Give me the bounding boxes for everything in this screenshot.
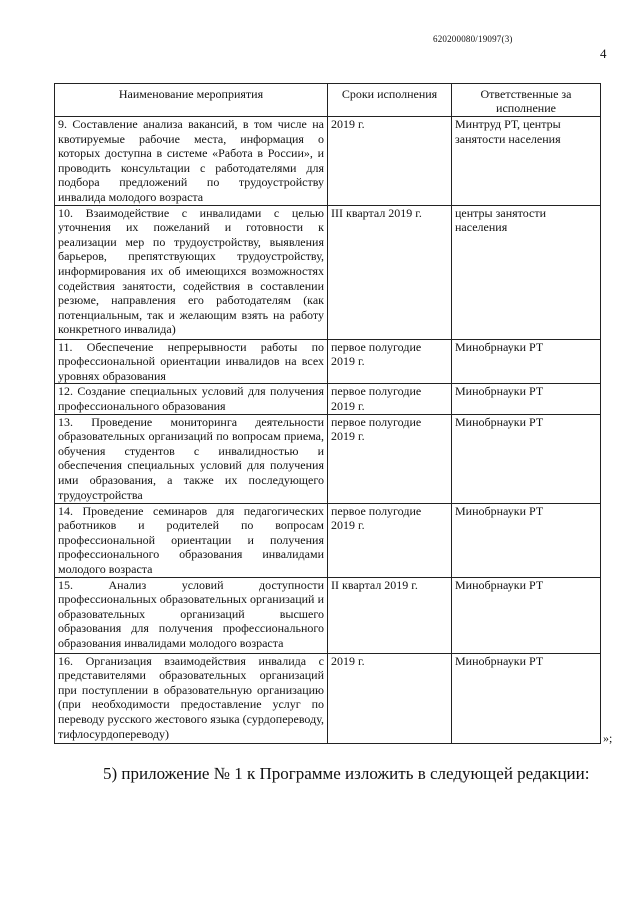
document-id: 620200080/19097(3) [433, 34, 513, 44]
measure-cell: 10. Взаимодействие с инвалидами с целью уточнения их пожеланий и готовности к реализации мер по трудоустройству, выявления барьеров, препятствующих трудоустройству, информирования их об имеющихся возможностях содействия занятости, содействия в составлении резюме, направления его работодателям (как потенциальным, так и желающим взять на работу конкретного инвалида) [55, 205, 328, 339]
responsible-cell: Минобрнауки РТ [452, 577, 601, 653]
responsible-cell: Минобрнауки РТ [452, 503, 601, 577]
table-row [55, 414, 601, 503]
table-row [55, 384, 601, 414]
table-header-row [55, 84, 601, 117]
table-row [55, 653, 601, 743]
term-cell: II квартал 2019 г. [328, 577, 452, 653]
column-header-measure: Наименование мероприятия [55, 84, 328, 117]
table-row [55, 117, 601, 206]
responsible-cell: Минобрнауки РТ [452, 384, 601, 414]
measure-cell: 16. Организация взаимодействия инвалида с представителями образовательных организаций при поступлении в образовательную организацию (при необходимости предоставление услуг по переводу русского жестового языка (сурдопереводу, тифлосурдопереводу) [55, 653, 328, 743]
term-cell: первое полугодие 2019 г. [328, 384, 452, 414]
responsible-cell: Минобрнауки РТ [452, 414, 601, 503]
term-cell: 2019 г. [328, 117, 452, 206]
measure-cell: 11. Обеспечение непрерывности работы по профессиональной ориентации инвалидов на всех уровнях образования [55, 339, 328, 384]
term-cell: первое полугодие 2019 г. [328, 414, 452, 503]
responsible-cell: Минтруд РТ, центры занятости населения [452, 117, 601, 206]
table-row [55, 577, 601, 653]
closing-quote-mark: »; [603, 731, 613, 745]
page-number: 4 [600, 46, 607, 61]
term-cell: первое полугодие 2019 г. [328, 503, 452, 577]
measures-table [54, 83, 601, 744]
table-row [55, 205, 601, 339]
measure-cell: 9. Составление анализа вакансий, в том числе на квотируемые рабочие места, информация о которых доступна в системе «Работа в России», и проводить консультации с работодателями для подбора предложений по трудоустройству инвалида молодого возраста [55, 117, 328, 206]
column-header-term: Сроки исполнения [328, 84, 452, 117]
term-cell: первое полугодие 2019 г. [328, 339, 452, 384]
table-row [55, 339, 601, 384]
table-row [55, 503, 601, 577]
term-cell: III квартал 2019 г. [328, 205, 452, 339]
responsible-cell: центры занятости населения [452, 205, 601, 339]
measure-cell: 15. Анализ условий доступности профессиональных образовательных организаций и образовательных организаций высшего образования для получения профессионального образования инвалидами молодого возраста [55, 577, 328, 653]
responsible-cell: Минобрнауки РТ [452, 653, 601, 743]
measure-cell: 13. Проведение мониторинга деятельности образовательных организаций по вопросам приема, обучения студентов с инвалидностью и обеспечения специальных условий для получения ими образования, а также их последующего трудоустройства [55, 414, 328, 503]
responsible-cell: Минобрнауки РТ [452, 339, 601, 384]
column-header-responsible: Ответственные за исполнение [452, 84, 601, 117]
term-cell: 2019 г. [328, 653, 452, 743]
measure-cell: 12. Создание специальных условий для получения профессионального образования [55, 384, 328, 414]
measure-cell: 14. Проведение семинаров для педагогических работников и родителей по вопросам профессиональной ориентации и получения профессионального образования инвалидами молодого возраста [55, 503, 328, 577]
next-amendment-item: 5) приложение № 1 к Программе изложить в следующей редакции: [103, 764, 590, 783]
